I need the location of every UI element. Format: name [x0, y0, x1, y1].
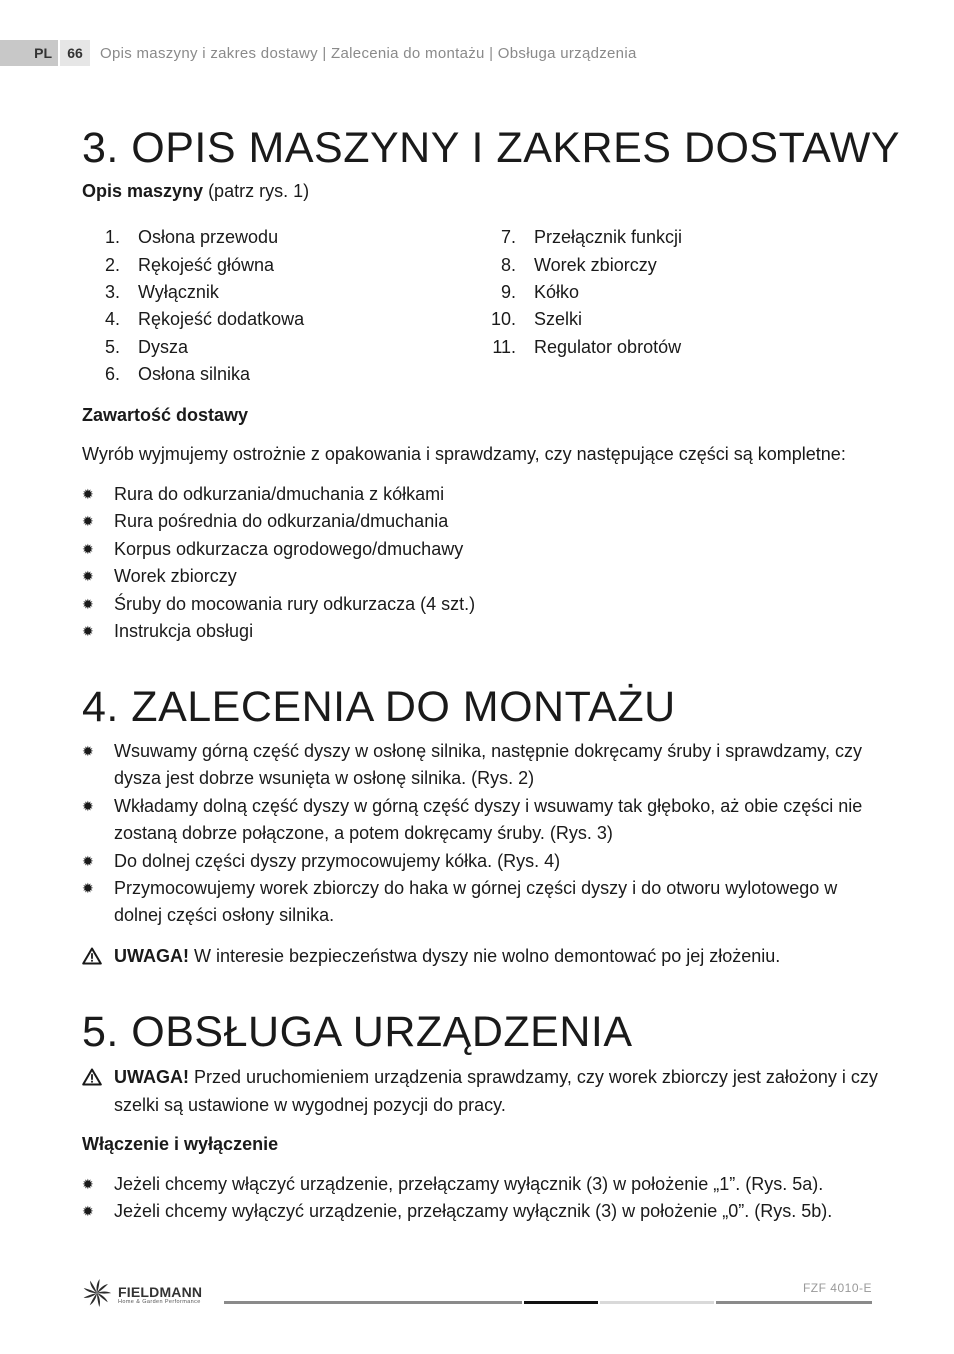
part-number: 9. — [500, 281, 516, 302]
machine-description-ref: (patrz rys. 1) — [203, 181, 310, 201]
brand-logo — [82, 1278, 202, 1313]
footer-rule-gray-right — [716, 1301, 872, 1304]
list-item — [82, 591, 882, 618]
gear-bullet-icon: ✹ — [82, 1203, 94, 1220]
assembly-warning — [82, 942, 882, 970]
parts-list-item — [82, 224, 304, 251]
part-label: Rękojeść dodatkowa — [138, 309, 305, 330]
part-label: Osłona przewodu — [138, 227, 279, 248]
part-number: 5. — [104, 336, 120, 357]
footer-rule-gray — [224, 1301, 522, 1304]
list-item — [82, 1171, 882, 1198]
list-item-text: Do dolnej części dyszy przymocowujemy kółka. (Rys. 4) — [114, 850, 561, 871]
parts-list-item — [478, 224, 682, 251]
delivery-heading: Zawartość dostawy — [82, 405, 249, 425]
brand-tagline: Home & Garden Performance — [118, 1299, 201, 1306]
warning-text — [114, 942, 780, 970]
part-label: Przełącznik funkcji — [534, 227, 683, 248]
gear-bullet-icon: ✹ — [82, 852, 94, 869]
warning-text — [114, 1063, 882, 1119]
gear-bullet-icon: ✹ — [82, 513, 94, 530]
machine-description-heading — [82, 181, 309, 202]
fan-swirl-logo-icon — [82, 1278, 112, 1313]
section3-heading: 3. OPIS MASZYNY I ZAKRES DOSTAWY — [82, 124, 901, 172]
part-number: 10. — [490, 309, 516, 330]
gear-bullet-icon: ✹ — [82, 797, 94, 814]
footer-rule-dark — [524, 1301, 598, 1304]
parts-list-item — [82, 334, 304, 361]
part-number: 2. — [104, 254, 120, 275]
warning-triangle-icon — [82, 942, 114, 965]
gear-bullet-icon: ✹ — [82, 880, 94, 897]
brand-name: FIELDMANN — [118, 1284, 203, 1301]
delivery-intro: Wyrób wyjmujemy ostrożnie z opakowania i sprawdzamy, czy następujące części są kompletne: — [82, 444, 846, 464]
parts-list-item — [82, 361, 304, 388]
list-item-text: Rura do odkurzania/dmuchania z kółkami — [114, 484, 445, 504]
gear-bullet-icon: ✹ — [82, 595, 94, 612]
list-item-text: Instrukcja obsługi — [114, 621, 254, 642]
part-label: Dysza — [138, 336, 189, 357]
onoff-heading: Włączenie i wyłączenie — [82, 1134, 279, 1154]
gear-bullet-icon: ✹ — [82, 540, 94, 557]
brand-text — [118, 1285, 202, 1306]
gear-bullet-icon: ✹ — [82, 568, 94, 585]
running-title: Opis maszyny i zakres dostawy | Zalecenia do montażu | Obsługa urządzenia — [100, 44, 637, 62]
parts-list-item — [82, 251, 304, 278]
parts-list-item — [82, 306, 304, 333]
footer-rule-light — [600, 1301, 714, 1304]
operation-warning — [82, 1063, 882, 1119]
warning-triangle-icon — [82, 1063, 114, 1086]
list-item — [82, 1198, 882, 1225]
list-item — [82, 563, 882, 590]
language-badge: PL — [0, 40, 58, 66]
parts-list-item — [478, 306, 682, 333]
list-item-text: Jeżeli chcemy włączyć urządzenie, przełączamy wyłącznik (3) w położenie „1”. (Rys. 5a). — [114, 1174, 824, 1194]
part-label: Rękojeść główna — [138, 254, 275, 275]
part-label: Kółko — [534, 281, 580, 302]
part-label: Worek zbiorczy — [534, 254, 657, 275]
part-label: Regulator obrotów — [534, 336, 682, 357]
list-item-text: Rura pośrednia do odkurzania/dmuchania — [114, 511, 449, 532]
list-item-text: Worek zbiorczy — [114, 566, 237, 587]
part-label: Szelki — [534, 309, 583, 330]
list-item-text: Śruby do mocowania rury odkurzacza (4 szt.) — [114, 593, 476, 614]
part-number: 7. — [500, 227, 516, 248]
section5-heading: 5. OBSŁUGA URZĄDZENIA — [82, 1008, 633, 1056]
list-item-text: Wkładamy dolną część dyszy w górną część dyszy i wsuwamy tak głęboko, aż obie części nie zostaną dobrze połączone, a potem dokręcamy śruby. (Rys. 3) — [114, 795, 863, 844]
delivery-list — [82, 481, 882, 645]
warning-label: UWAGA! — [114, 1067, 189, 1087]
machine-description-label: Opis maszyny — [82, 181, 204, 201]
parts-list-left — [82, 224, 304, 388]
list-item — [82, 536, 882, 563]
part-number: 3. — [104, 281, 120, 302]
list-item — [82, 481, 882, 508]
list-item — [82, 848, 882, 875]
part-number: 6. — [104, 364, 120, 385]
list-item — [82, 618, 882, 645]
list-item — [82, 875, 882, 930]
gear-bullet-icon: ✹ — [82, 486, 94, 502]
list-item-text: Wsuwamy górną część dyszy w osłonę silnika, następnie dokręcamy śruby i sprawdzamy, czy dysza jest dobrze wsunięta w osłonę silnika. (Rys. 2) — [114, 741, 862, 789]
parts-list-item — [478, 334, 682, 361]
list-item-text: Przymocowujemy worek zbiorczy do haka w górnej części dyszy i do otworu wylotowego w dolnej części osłony silnika. — [114, 878, 838, 926]
parts-list-item — [82, 279, 304, 306]
model-number: FZF 4010-E — [802, 1281, 872, 1295]
gear-bullet-icon: ✹ — [82, 1176, 94, 1192]
part-number: 1. — [104, 227, 120, 248]
page-number: 66 — [60, 40, 90, 66]
assembly-list — [82, 738, 882, 930]
parts-list-item — [478, 251, 682, 278]
part-label: Wyłącznik — [138, 281, 219, 302]
list-item-text: Jeżeli chcemy wyłączyć urządzenie, przełączamy wyłącznik (3) w położenie „0”. (Rys. 5b). — [114, 1201, 833, 1222]
list-item — [82, 793, 882, 848]
part-number: 8. — [500, 254, 516, 275]
parts-list-right — [478, 224, 682, 361]
part-number: 11. — [492, 336, 516, 357]
parts-list-item — [478, 279, 682, 306]
warning-label: UWAGA! — [114, 946, 189, 966]
onoff-list — [82, 1171, 882, 1226]
section4-heading: 4. ZALECENIA DO MONTAŻU — [82, 683, 676, 731]
warning-body: Przed uruchomieniem urządzenia sprawdzamy, czy worek zbiorczy jest założony i czy szelki są ustawione w wygodnej pozycji do pracy. — [114, 1067, 878, 1115]
list-item — [82, 738, 882, 793]
gear-bullet-icon: ✹ — [82, 743, 94, 759]
gear-bullet-icon: ✹ — [82, 623, 94, 640]
part-label: Osłona silnika — [138, 364, 251, 385]
list-item-text: Korpus odkurzacza ogrodowego/dmuchawy — [114, 538, 464, 559]
page-header — [0, 40, 637, 66]
warning-body: W interesie bezpieczeństwa dyszy nie wolno demontować po jej złożeniu. — [189, 946, 781, 966]
list-item — [82, 508, 882, 535]
part-number: 4. — [104, 309, 120, 330]
